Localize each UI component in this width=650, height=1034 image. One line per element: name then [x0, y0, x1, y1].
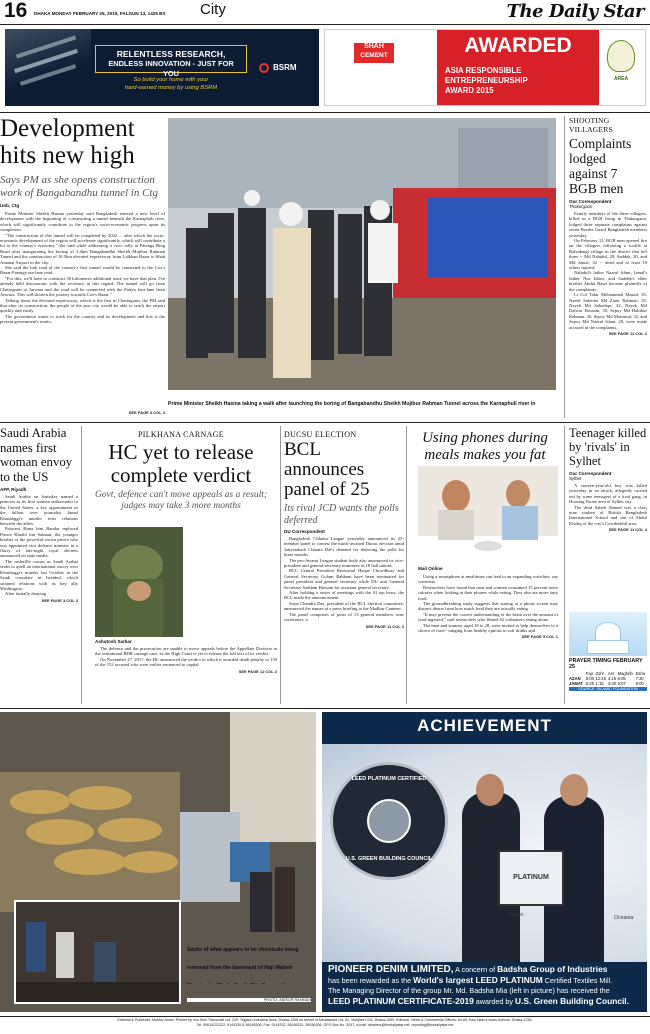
shooting-paragraph: Lt Col Tahir Mohammad Masud, 35, Naeek Subedar Md Ziaur Rahman, 35, Nayek Md Sahadiqu, 32, Nayek Md Dalwar Hossain, 30, Sepoy Md Habibur Rahman, 30, Sepoy Md Mominul, 32, and Sepoy Md Nazrul Islam, 29, were made accused in the complaints.	[569, 292, 647, 330]
pilkhana-photo	[95, 527, 183, 637]
ducsu-paragraph: After holding a series of meetings with the Al top brass, the BCL made the announcement.	[284, 590, 404, 601]
shooting-headline: Complaints lodged against 7 BGB men	[569, 136, 632, 196]
prayer-cell: 5:25	[585, 681, 594, 686]
prayer-head-cell: Asr	[607, 671, 615, 676]
bsrm-brand: BSRM	[273, 63, 297, 72]
oceania-label: Oceania	[614, 915, 634, 921]
ducsu-paragraph: BCL Central President Rezwanul Haque Chowdhury and General Secretary Golam Rabbani have been nominated for panel president and general secretary while DU unit General Secretary Saddam Hussain for assistant general secretary.	[284, 568, 404, 590]
prayer-head-cell: Fajr	[585, 671, 593, 676]
phones-paragraph: Using a smartphone at mealtimes can lead to an expanding waistline, say scientists.	[418, 574, 558, 585]
shooting-paragraph: Nahidul's father Nazrul Islam, Jamal's father Nur Islam, and Saddek's elder brother Abdul Baset became plaintiffs of the complaints.	[569, 270, 647, 292]
shah-cement-ad[interactable]	[324, 29, 646, 106]
achievement-line1	[328, 964, 641, 975]
achievement-company: PIONEER DENIM LIMITED,	[328, 964, 454, 975]
lead-paragraph: "The construction of this tunnel will be completed by 2022 ... after which the socio-economic development of the region will accelerate significantly, which will contribute a lot to the country's economy," she said while addressing a civic rally at Patenga Bing Road after inaugurating the boring of 3.4km Bangabandhu Sheikh Mujibur Rahman Tunnel and the construction of 16.5km elevated expressway from Lalkhan Bazar to Shah Amanat Airport in the city.	[0, 232, 165, 265]
chemicals-inset-photo	[14, 900, 181, 1004]
paper-logo: The Daily Star	[506, 1, 644, 22]
teenager-place: Sylhet	[569, 476, 582, 481]
soldier-photo-svg	[95, 527, 183, 637]
saudi-paragraph: After initially denying	[5, 591, 47, 597]
award-sub2: ENTREPRENEURSHIP	[445, 76, 528, 85]
shooting-place: Thakurgaon	[569, 204, 593, 209]
lead-body	[0, 211, 165, 325]
saudi-paragraph: The reshuffle comes as Saudi Arabia seeks to quell an international outcry over Khashoggi's murder last October in the Saudi consulate in Istanbul, which strained relations with its key ally Washington.	[0, 558, 78, 591]
phones-byline: Mail Online	[418, 566, 443, 571]
saudi-paragraph: Saudi Arabia on Saturday named a princess as its first woman ambassador to the United States, a key appointment as the fallout over journalist Jamal Khashoggi's murder tests relations between the allies.	[0, 494, 78, 527]
prayer-head-cell: Zohr	[595, 671, 605, 676]
prayer-cell: AZAN	[569, 676, 581, 681]
dateline: DHAKA MONDAY FEBRUARY 25, 2019, FALGUN 13, 1425 BS	[34, 11, 166, 16]
person-left-head	[476, 774, 504, 806]
awarded-headline: AWARDED	[464, 34, 572, 57]
section-name: City	[200, 1, 226, 18]
chemicals-photo-credit: PHOTO: ANISUR RAHMAN	[187, 998, 311, 1002]
lead-subhead: Says PM as she opens construction work of Bangabandhu tunnel in Ctg	[0, 174, 158, 199]
achievement-line2-bold: World's largest LEED PLATINUM	[413, 975, 543, 985]
achievement-title: ACHIEVEMENT	[417, 716, 552, 735]
achievement-line4-rest: awarded by	[473, 997, 515, 1006]
lead-jump: SEE PAGE 6 COL 3	[128, 410, 165, 415]
bsrm-headline-box	[95, 45, 247, 78]
ducsu-kicker: DUCSU ELECTION	[284, 430, 357, 439]
lead-photo-svg	[168, 118, 556, 390]
shooting-paragraph: On February 12, BGB men opened fire on the villagers following a scuffle at Baliadangi village in the district that left three -- Md Nahidul, 29, Saddek, 30, and Md Jamal, 32 -- dead and at least 10 others injured.	[569, 238, 647, 271]
pilkhana-byline: Ashutosh Sarkar	[95, 639, 132, 644]
bsrm-line4: hard-earned money by using BSRM	[124, 85, 218, 91]
phones-photo	[418, 466, 558, 562]
shooting-kicker: SHOOTING VILLAGERS	[569, 116, 613, 134]
leed-seal-council: U.S. GREEN BUILDING COUNCIL	[345, 856, 433, 862]
achievement-line3: The Managing Director of the group Mr. Md. Badsha Mia (left in picture) has received the	[328, 986, 610, 995]
ducsu-jump: SEE PAGE 11 COL 3	[365, 623, 404, 629]
saudi-jump: SEE PAGE 3 COL 3	[41, 597, 78, 603]
page-number: 16	[4, 0, 28, 22]
prayer-cell: 1:15	[595, 681, 604, 686]
prayer-cell: 8:00	[635, 681, 644, 686]
lead-paragraph: Talking about the elevated expressway, which is the first in Chattogram, the PM said that after its construction, the people of the port city would be able to reach the airport quickly and easily.	[0, 297, 165, 314]
bsrm-line1: RELENTLESS RESEARCH,	[116, 49, 226, 59]
shah-logo-line2: CEMENT	[360, 52, 388, 59]
ducsu-subhead: Its rival JCD wants the polls deferred	[284, 503, 399, 526]
prayer-table	[569, 671, 647, 686]
bsrm-logo-icon	[259, 63, 269, 73]
achievement-line1-rest: A concern of	[453, 965, 498, 974]
phones-headline: Using phones during meals makes you fat	[422, 430, 548, 463]
pilkhana-kicker: PILKHANA CARNAGE	[138, 430, 224, 439]
phones-paragraph: "It may prevent the correct understanding of the brain over the amount of food ingested," said researchers who filmed 62 volunteers eating alone.	[418, 611, 558, 623]
teenager-byline: Our Correspondent	[569, 471, 612, 476]
leed-seal-text: LEED PLATINUM CERTIFIED	[351, 776, 427, 782]
prayer-cell: 7:30	[635, 676, 644, 681]
achievement-line4	[328, 996, 641, 1007]
shooting-jump: SEE PAGE 11 COL 2	[608, 330, 647, 336]
prayer-source: SOURCE: ISLAMIC FOUNDATION	[569, 687, 647, 691]
teenager-paragraph: The dead Saheb Ahmed was a class nine student of British Bangladesh International School and son of Abdul Khaliq of the city's Cowdeekhil area.	[569, 504, 647, 526]
award-sub1: ASIA RESPONSIBLE	[445, 66, 522, 75]
bsrm-ad[interactable]	[5, 29, 319, 106]
pilkhana-jump: SEE PAGE 11 COL 2	[238, 668, 277, 674]
pilkhana-subhead: Govt, defence can't move appeals as a result; judges may take 3 more months	[94, 490, 268, 511]
pilkhana-body	[95, 646, 277, 702]
achievement-text-block	[328, 964, 641, 1007]
shooting-story	[569, 116, 647, 420]
pilkhana-paragraph: The defence and the prosecution are unable to move appeals before the Appellate Division in the sensational BDR carnage case, as the High Court is yet to release the full text of its verdict.	[95, 646, 277, 657]
shooting-body	[569, 211, 647, 330]
teenager-body	[569, 483, 647, 526]
bsrm-line3: So build your home with your	[133, 77, 209, 83]
inset-photo-svg	[16, 902, 181, 1004]
ducsu-paragraph: Bangladesh Chhatra League yesterday announced its 25-member panel to contest the much-awaited Ducsu election amid Jatiyatabadi Chhatra Dal's demand for deferring the polls for three months.	[284, 536, 404, 558]
lead-paragraph: She said the link road of the country's first tunnel would be connected to the Cox's Bazar-Patenga sea-lane road.	[0, 265, 165, 276]
area-badge-icon	[607, 40, 635, 72]
chemicals-caption-text: Sacks of what appears to be chemicals being removed from the basement of Haji Wahed	[187, 947, 299, 971]
pilkhana-headline: HC yet to release complete verdict	[108, 440, 254, 487]
prayer-cell: 6:05	[617, 676, 626, 681]
achievement-line2	[328, 975, 641, 986]
lead-story	[0, 114, 165, 420]
lead-photo	[168, 118, 556, 390]
prayer-cell: JAMAT	[569, 681, 584, 686]
platinum-plaque-text: PLATINUM	[513, 874, 549, 881]
saudi-body	[0, 494, 78, 597]
lead-headline-line1: Development	[0, 115, 135, 142]
teenager-story	[569, 426, 647, 606]
achievement-group: Badsha Group of Industries	[497, 964, 608, 974]
saudi-headline: Saudi Arabia names first woman envoy to the US	[0, 426, 73, 484]
achievement-line2-pre: has been rewarded as the	[328, 976, 414, 985]
prayer-cell: 4:15	[607, 676, 617, 681]
prayer-cell: 12:45	[595, 676, 606, 681]
mosque-icon	[569, 612, 647, 656]
ducsu-story	[284, 426, 404, 704]
lead-caption	[168, 392, 556, 416]
phones-jump: SEE PAGE 5 COL 1	[521, 634, 558, 640]
teenager-paragraph: A sixteen-year-old boy was killed yesterday in an attack, allegedly carried out by some teenagers of a rival gang, in Housing Estate area of Sylhet city.	[569, 483, 647, 505]
phones-paragraph: The men and women, aged 18 to 28, were invited to help themselves to a choice of food - ranging from healthy options to soft drinks and	[418, 622, 558, 634]
prayer-title: PRAYER TIMING FEBRUARY 25	[569, 658, 643, 670]
phones-paragraph: Researchers have found that men and women consumed 15 percent more calories when looking at their phones while eating. They also ate more fatty food.	[418, 584, 558, 601]
lead-caption-text: Prime Minister Sheikh Hasina taking a walk after launching the boring of Bangabandhu Sheikh Mujibur Rahman Tunnel across the Karnaphuli river in	[168, 401, 536, 407]
ducsu-paragraph: The panel comprises of posts of 13 general members, nine secretaries, a	[284, 611, 404, 623]
prayer-row	[569, 681, 647, 686]
prayer-head-cell: Esha	[635, 671, 646, 676]
ducsu-body	[284, 536, 404, 623]
footer-line1: Editorial & Publisher: Mahfuz Anam. Printed by him from Transcraft Ltd, 229, Tejgaon Industrial Area, Dhaka-1208 on behalf of Mediaworld Ltd, 52, Motijheel C/A, Dhaka-1000. Editorial, News & Commercial Offices: 64-65, Kazi Nazrul Islam Avenue, Dhaka-1215.	[117, 1018, 533, 1022]
ducsu-byline: DU Correspondent	[284, 529, 325, 534]
ducsu-paragraph: The pro-Awami League student body also announced its vice-president and general secretary nominees in 18 hall unions.	[284, 557, 404, 569]
masthead	[0, 0, 650, 24]
teenager-headline: Teenager killed by 'rivals' in Sylhet	[569, 426, 647, 468]
rebar-graphic	[5, 29, 91, 106]
achievement-line2-rest: Certified Textiles Mill.	[542, 976, 613, 985]
person-right-head	[560, 774, 588, 806]
bsrm-line2: ENDLESS INNOVATION - JUST FOR YOU	[108, 59, 234, 78]
prayer-head-cell: Maghrib	[617, 671, 633, 676]
ducsu-headline: BCL announces panel of 25	[284, 439, 370, 500]
shah-logo-line1: SHAH	[364, 43, 384, 50]
saudi-byline: AFP, Riyadh	[0, 487, 27, 492]
shooting-paragraph: Family members of the three villagers, killed in a BGB firing in Thakurgaon, lodged three separate complaints against seven Border Guard Bangladesh members yesterday.	[569, 211, 647, 238]
saudi-paragraph: Princess Rima bint Bandar replaced Prince Khalid bin Salman, the younger brother of the powerful crown prince who was appointed vice defence minister in a flurry of late-night royal decrees announced on state media.	[0, 526, 78, 559]
saudi-story	[0, 426, 78, 704]
prayer-cell: 5:00	[585, 676, 594, 681]
achievement-council: U.S. Green Building Council.	[514, 996, 629, 1006]
chemicals-caption	[187, 938, 311, 984]
lead-paragraph: The government wants to work for the country and its development and this is the present government's motto,	[0, 313, 165, 325]
lead-paragraph: "For this, we'll have to construct 30 kilometres additional road; we have that plan. I've already held discussions with the secretary in this regard. The tunnel will go from Chattogram to Anwara and the road will be connected with the Patiya four-lane from Anwara. This will shorten the journey towards Cox's Bazar."	[0, 275, 165, 298]
area-badge-text: AREA	[613, 76, 629, 82]
lead-byline: Unb, Ctg	[0, 203, 20, 208]
teenager-jump: SEE PAGE 11 COL 4	[608, 527, 647, 533]
prayer-cell: 4:30	[607, 681, 617, 686]
pilkhana-paragraph: On November 27, 2017, the HC announced the verdict in which it awarded death penalty to 139 of the 152 accused who were earlier sentenced to capital	[95, 656, 277, 668]
prayer-timing-box	[569, 612, 647, 704]
footer-imprint	[4, 1018, 646, 1033]
diners-photo-svg	[418, 466, 558, 562]
phones-paragraph: The groundbreaking study suggests that staring at a phone screen may distract diners from how much food they are actually eating.	[418, 601, 558, 612]
award-sub3: AWARD 2015	[445, 86, 494, 95]
lead-headline-line2: hits new high	[0, 142, 135, 169]
ocean-label: Ocean	[508, 912, 524, 918]
footer-line2: Tel: 09610222222, 9144330 & 58156306, Fax: 9144332, 58156331, 58156306, GPO Box No. 3257, e-mail: dsletters@thedailystar.net, reporting@thedailystar.net	[196, 1023, 454, 1027]
ducsu-paragraph: Surja Chandra Das, president of the BCL election committee, announced the names at a press briefing at the Madhur Canteen.	[284, 600, 404, 612]
phones-body	[418, 574, 558, 698]
lead-paragraph: Prime Minister Sheikh Hasina yesterday said Bangladesh entered a new level of development with the beginning of constructing a tunnel beneath the Karnaphuli river, which will significantly contribute to the region's socio-economic progress upon its completion.	[0, 211, 165, 233]
achievement-line4-bold: LEED PLATINUM CERTIFICATE-2019	[328, 996, 474, 1006]
achievement-ad[interactable]	[322, 712, 647, 1012]
prayer-cell: 6:07	[617, 681, 626, 686]
shooting-byline: Our Correspondent	[569, 199, 612, 204]
